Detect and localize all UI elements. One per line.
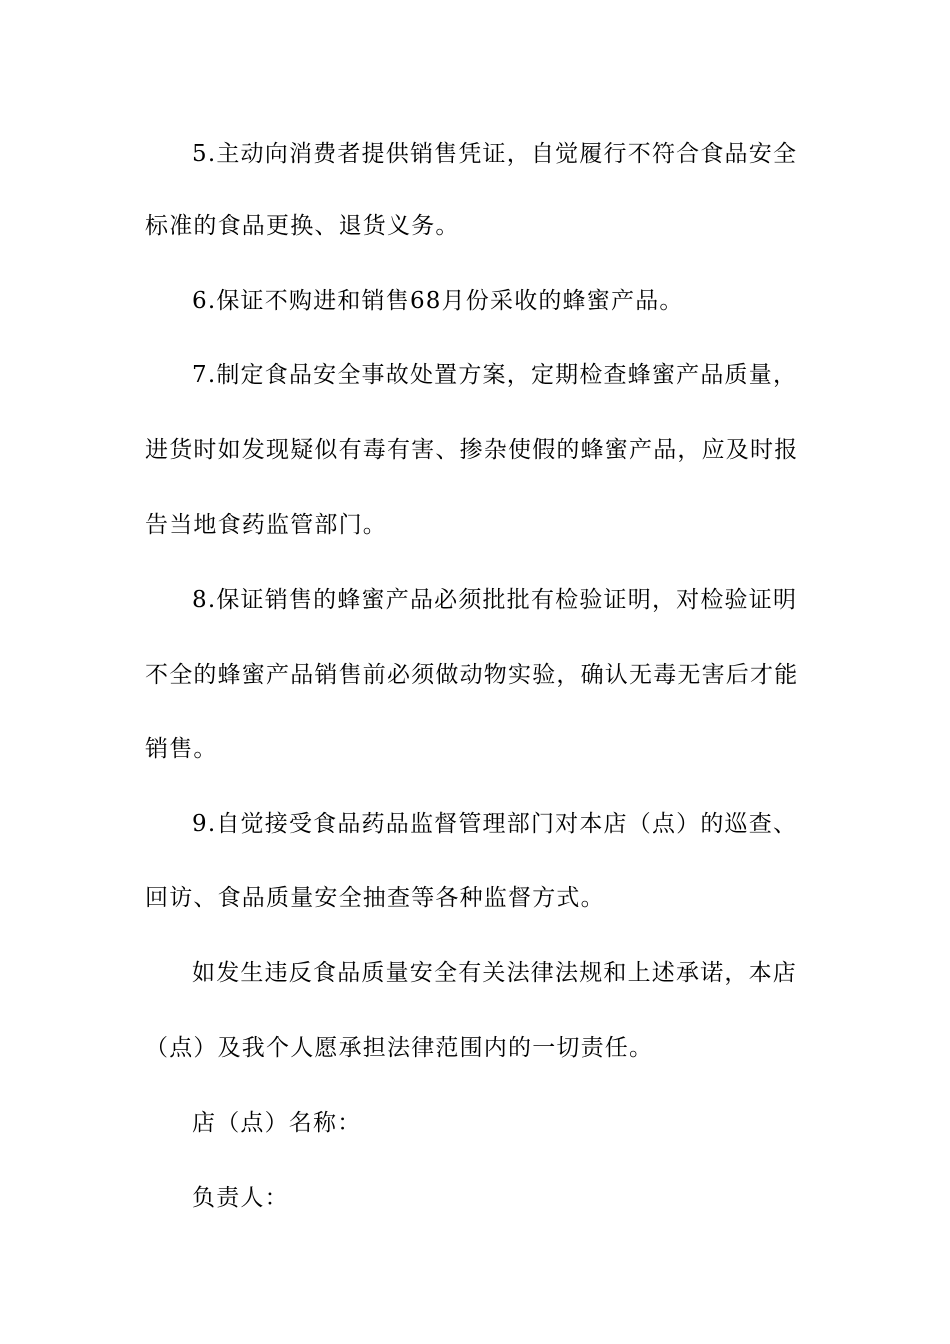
- item-7-line-3: 告当地食药监管部门。: [145, 512, 387, 538]
- item-7-line-2: 进货时如发现疑似有毒有害、掺杂使假的蜂蜜产品，应及时报: [145, 437, 799, 463]
- item-9-line-2: 回访、食品质量安全抽查等各种监督方式。: [145, 885, 605, 911]
- commitment-line-1: 如发生违反食品质量安全有关法律法规和上述承诺，本店: [192, 960, 797, 986]
- commitment-line-2: （点）及我个人愿承担法律范围内的一切责任。: [145, 1035, 654, 1061]
- item-5-line-1: 5.主动向消费者提供销售凭证，自觉履行不符合食品安全: [192, 141, 798, 167]
- item-7-line-1: 7.制定食品安全事故处置方案，定期检查蜂蜜产品质量，: [192, 362, 798, 388]
- item-8-line-1: 8.保证销售的蜂蜜产品必须批批有检验证明，对检验证明: [192, 587, 798, 613]
- item-8-line-3: 销售。: [145, 736, 218, 762]
- item-9-line-1: 9.自觉接受食品药品监督管理部门对本店（点）的巡查、: [192, 811, 798, 837]
- responsible-person-label: 负责人：: [192, 1185, 289, 1211]
- store-name-label: 店（点）名称：: [192, 1110, 362, 1136]
- item-6-line-1: 6.保证不购进和销售68月份采收的蜂蜜产品。: [192, 288, 684, 314]
- item-8-line-2: 不全的蜂蜜产品销售前必须做动物实验，确认无毒无害后才能: [145, 662, 799, 688]
- item-5-line-2: 标准的食品更换、退货义务。: [145, 213, 460, 239]
